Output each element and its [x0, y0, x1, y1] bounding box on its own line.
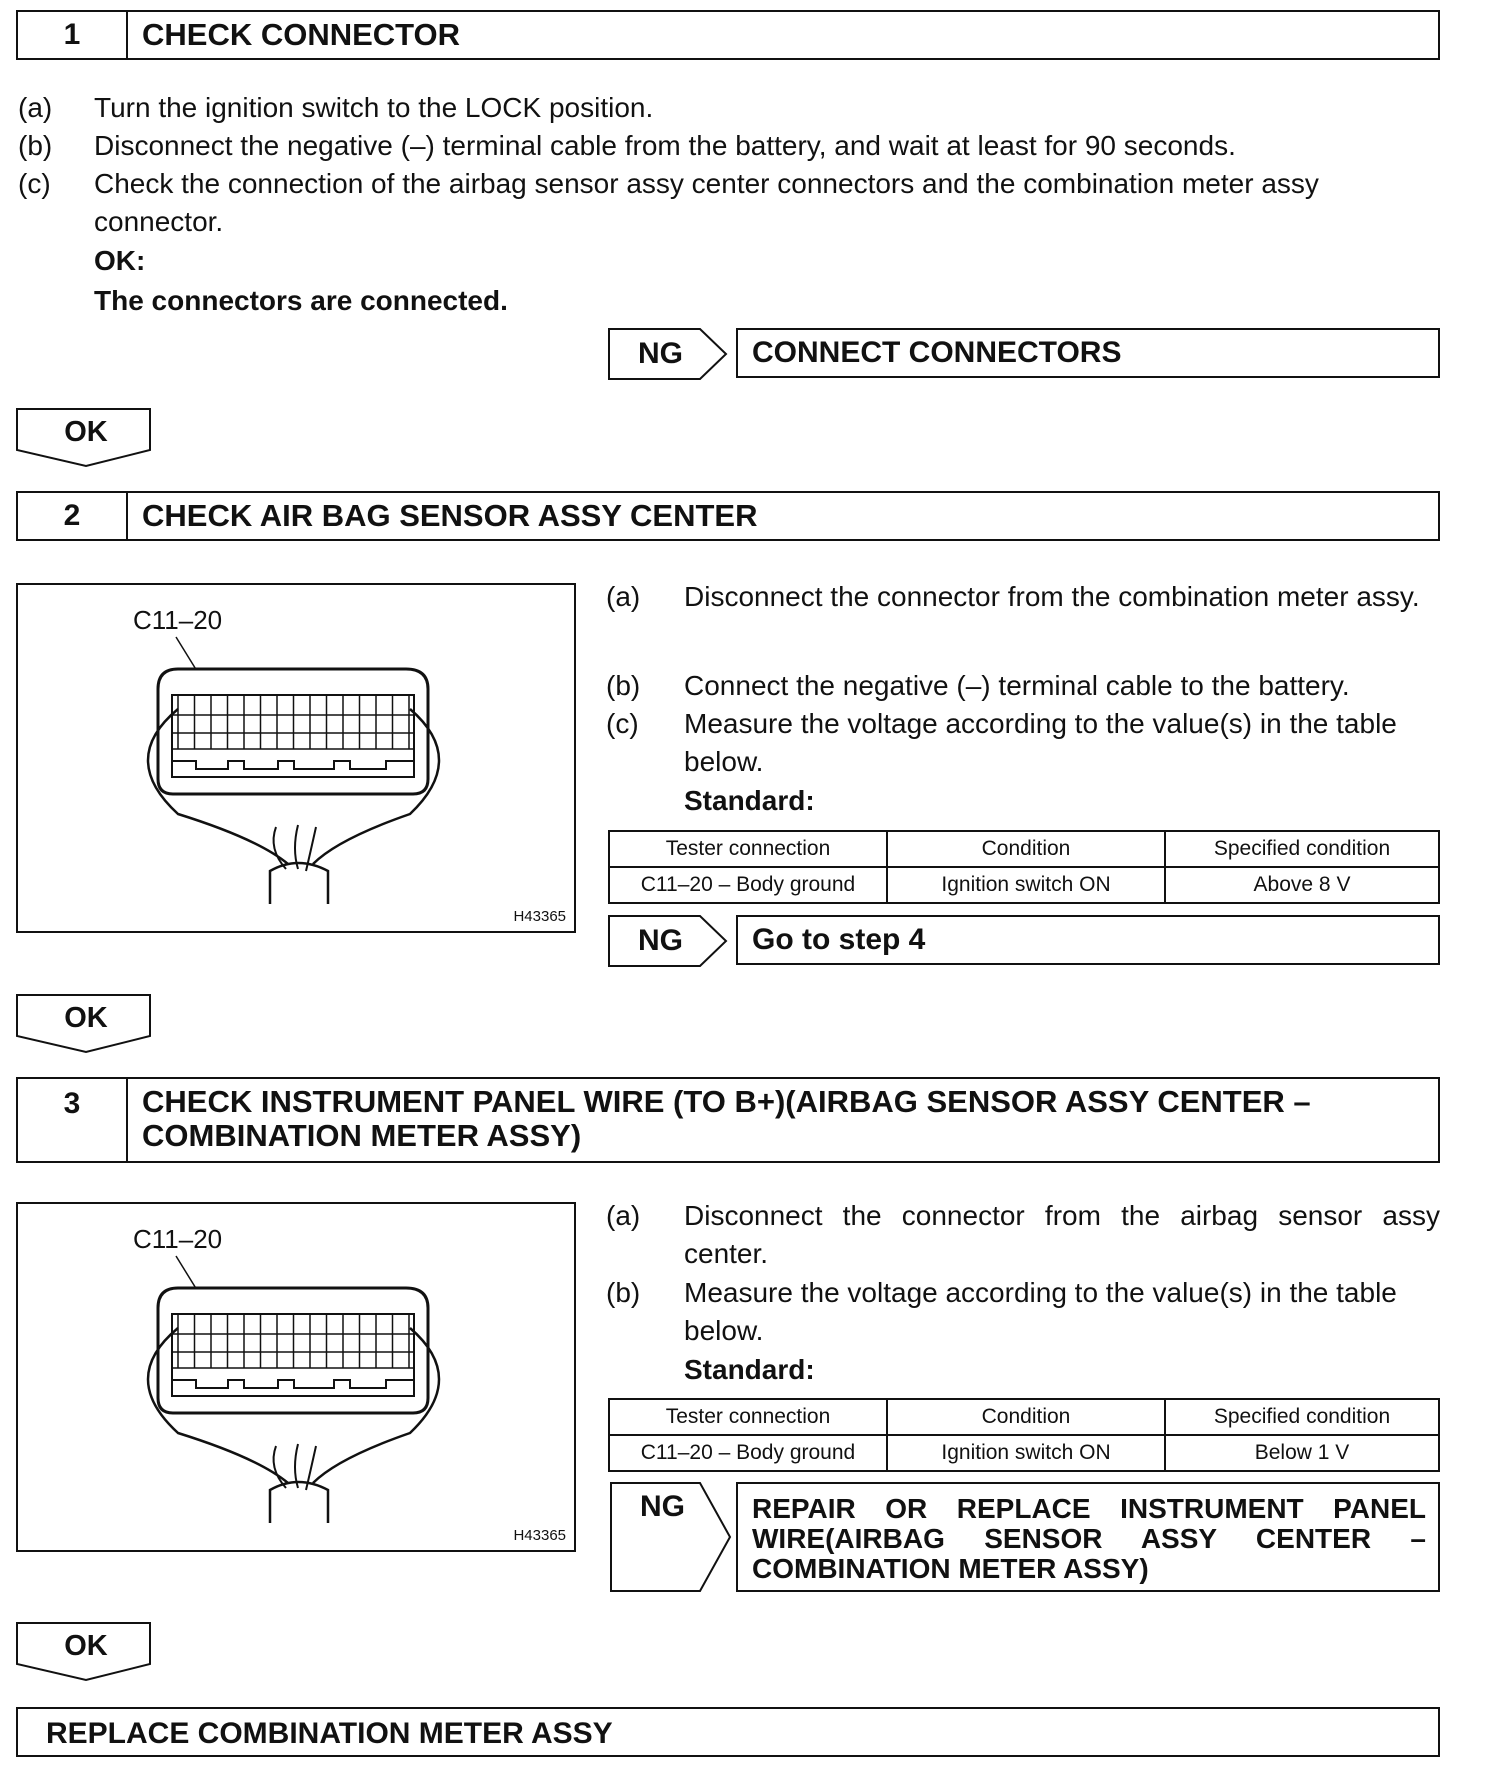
- ng-branch: [610, 1482, 1440, 1592]
- ng-label: NG: [638, 337, 683, 370]
- item-label: (b): [18, 130, 53, 161]
- step-1-item-b: [18, 127, 1440, 165]
- item-text: Measure the voltage according to the value(s) in the table below.: [684, 708, 1397, 777]
- ok-label: OK: [64, 1002, 108, 1034]
- table-header: Tester connection: [609, 1399, 887, 1435]
- ng-result: Go to step 4: [736, 915, 1440, 965]
- step-2-item-b: [606, 667, 1440, 705]
- item-text: Connect the negative (–) terminal cable to the battery.: [684, 670, 1350, 701]
- table-cell: Above 8 V: [1165, 867, 1439, 903]
- item-label: (c): [606, 708, 639, 739]
- item-text: Measure the voltage according to the value(s) in the table below.: [684, 1277, 1397, 1346]
- ok-arrow: [16, 994, 156, 1056]
- final-step-title: REPLACE COMBINATION METER ASSY: [46, 1717, 613, 1750]
- ng-result: CONNECT CONNECTORS: [736, 328, 1440, 378]
- table-header-row: [609, 831, 1439, 867]
- item-label: (c): [18, 168, 51, 199]
- table-cell: Below 1 V: [1165, 1435, 1439, 1471]
- step-2-item-a: [606, 578, 1440, 658]
- step-title: CHECK CONNECTOR: [142, 17, 461, 52]
- terminal-label: C11–20: [133, 605, 223, 635]
- table-header: Specified condition: [1165, 1399, 1439, 1435]
- table-cell: Ignition switch ON: [887, 867, 1165, 903]
- step-1-item-a: [18, 89, 1440, 127]
- ng-label: NG: [638, 924, 683, 957]
- figure-id: H43365: [513, 908, 566, 925]
- table-header: Tester connection: [609, 831, 887, 867]
- figure-id: H43365: [513, 1527, 566, 1544]
- table-header: Condition: [887, 831, 1165, 867]
- table-header: Condition: [887, 1399, 1165, 1435]
- ok-label: OK: [64, 1630, 108, 1662]
- connector-diagram: [136, 611, 476, 911]
- terminal-label: C11–20: [133, 1224, 223, 1254]
- item-label: (a): [606, 1200, 641, 1231]
- item-text: Check the connection of the airbag sensor assy center connectors and the combination meter assy connector.: [94, 168, 1319, 237]
- item-text: Turn the ignition switch to the LOCK position.: [94, 92, 654, 123]
- ok-arrow: [16, 1622, 156, 1684]
- ng-branch: [608, 328, 1440, 380]
- connector-diagram: [136, 1230, 476, 1530]
- standard-label: Standard:: [684, 1354, 815, 1385]
- item-label: (b): [606, 1277, 641, 1308]
- table-row: [609, 867, 1439, 903]
- step-3-item-a: [606, 1197, 1440, 1273]
- ng-label: NG: [640, 1490, 685, 1523]
- table-row: [609, 1435, 1439, 1471]
- ok-label: OK: [64, 416, 108, 448]
- step-number: 1: [18, 12, 128, 58]
- connector-figure: [16, 1202, 576, 1552]
- step-title: CHECK INSTRUMENT PANEL WIRE (TO B+)(AIRBAG SENSOR ASSY CENTER – COMBINATION METER ASSY): [142, 1084, 1311, 1153]
- item-label: (a): [18, 92, 53, 123]
- connector-figure: [16, 583, 576, 933]
- step-1-item-c: [18, 165, 1440, 241]
- step-3-item-b: [606, 1274, 1440, 1350]
- item-text: Disconnect the negative (–) terminal cable from the battery, and wait at least for 90 seconds.: [94, 130, 1236, 161]
- ok-arrow: [16, 408, 156, 470]
- step-title: CHECK AIR BAG SENSOR ASSY CENTER: [142, 498, 758, 533]
- step-number: 2: [18, 493, 128, 539]
- table-header: Specified condition: [1165, 831, 1439, 867]
- step-2-item-c: [606, 705, 1440, 781]
- table-cell: Ignition switch ON: [887, 1435, 1165, 1471]
- step-2-header: [16, 491, 1440, 541]
- table-cell: C11–20 – Body ground: [609, 1435, 887, 1471]
- table-cell: C11–20 – Body ground: [609, 867, 887, 903]
- item-label: (b): [606, 670, 641, 701]
- ng-result: REPAIR OR REPLACE INSTRUMENT PANEL WIRE(AIRBAG SENSOR ASSY CENTER – COMBINATION METER ASSY): [736, 1482, 1440, 1592]
- step-3-header: [16, 1077, 1440, 1163]
- ok-heading: OK:: [94, 245, 146, 276]
- table-header-row: [609, 1399, 1439, 1435]
- spec-table: [608, 1398, 1440, 1472]
- item-label: (a): [606, 581, 641, 612]
- spec-table: [608, 830, 1440, 904]
- ng-branch: [608, 915, 1440, 967]
- final-step-box: [16, 1707, 1440, 1757]
- step-1-header: [16, 10, 1440, 60]
- standard-label: Standard:: [684, 785, 815, 816]
- item-text: Disconnect the connector from the combination meter assy.: [684, 581, 1420, 612]
- step-number: 3: [18, 1079, 128, 1161]
- ok-criteria: The connectors are connected.: [94, 285, 508, 316]
- item-text: Disconnect the connector from the airbag sensor assy center.: [684, 1200, 1440, 1269]
